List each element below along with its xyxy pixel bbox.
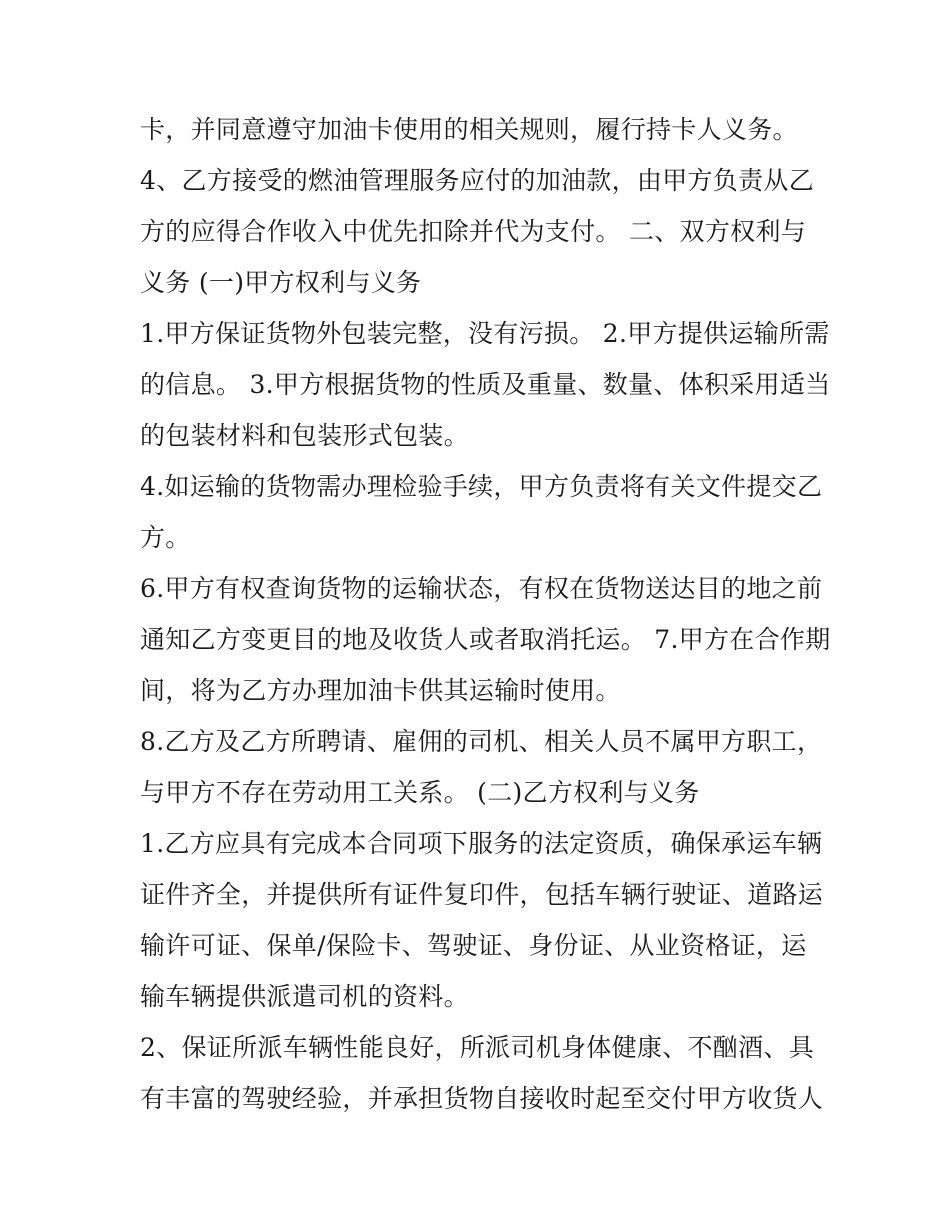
text-line: 的信息。 3.甲方根据货物的性质及重量、数量、体积采用适当 [140,370,831,399]
text-line: 的包装材料和包装形式包装。 [140,421,469,450]
text-line: 证件齐全，并提供所有证件复印件，包括车辆行驶证、道路运 [140,880,824,909]
text-line: 方的应得合作收入中优先扣除并代为支付。 二、双方权利与 [140,217,807,246]
text-line: 间，将为乙方办理加油卡供其运输时使用。 [140,676,621,705]
text-line: 输车辆提供派遣司机的资料。 [140,982,469,1011]
text-line: 输许可证、保单/保险卡、驾驶证、身份证、从业资格证，运 [140,931,807,960]
text-line: 1.乙方应具有完成本合同项下服务的法定资质，确保承运车辆 [140,829,823,858]
text-line: 1.甲方保证货物外包装完整，没有污损。 2.甲方提供运输所需 [140,319,830,348]
text-line: 8.乙方及乙方所聘请、雇佣的司机、相关人员不属甲方职工， [140,727,823,756]
text-line: 通知乙方变更目的地及收货人或者取消托运。 7.甲方在合作期 [140,625,831,654]
text-line: 卡，并同意遵守加油卡使用的相关规则，履行持卡人义务。 [140,115,798,144]
text-line: 4、乙方接受的燃油管理服务应付的加油款，由甲方负责从乙 [140,166,815,195]
text-line: 义务 (一)甲方权利与义务 [140,268,422,297]
text-line: 2、保证所派车辆性能良好，所派司机身体健康、不酗酒、具 [140,1033,815,1062]
text-line: 方。 [140,523,191,552]
text-line: 与甲方不存在劳动用工关系。 (二)乙方权利与义务 [140,778,700,807]
text-line: 6.甲方有权查询货物的运输状态，有权在货物送达目的地之前 [140,574,823,603]
text-line: 4.如运输的货物需办理检验手续，甲方负责将有关文件提交乙 [140,472,823,501]
contract-text [140,104,830,1124]
text-line: 有丰富的驾驶经验，并承担货物自接收时起至交付甲方收货人 [140,1084,824,1113]
